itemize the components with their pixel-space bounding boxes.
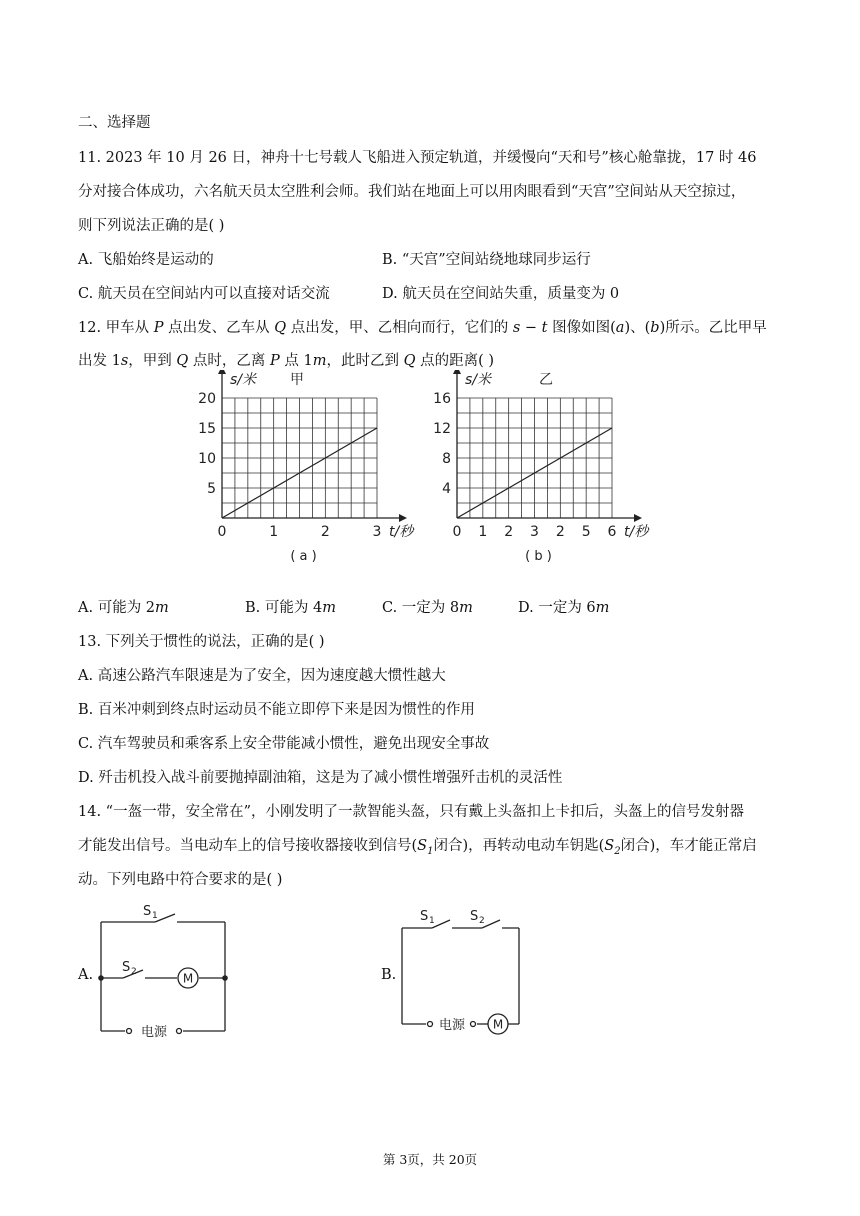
circuit-b-s2: S xyxy=(470,909,479,924)
chart-b-x-tick: 6 xyxy=(607,524,617,540)
circuit-a-s2-sub: 2 xyxy=(131,967,137,977)
chart-b-ylabel: s/米 xyxy=(465,372,492,388)
q12-line-2: 出发 1s，甲到 Q 点时，乙离 P 点 1m，此时乙到 Q 点的距离( ) xyxy=(78,353,495,369)
circuit-a-motor: M xyxy=(182,971,194,986)
chart-b-x-tick: 5 xyxy=(581,524,591,540)
circuit-b-power: 电源 xyxy=(438,1018,466,1033)
chart-a-x-tick: 1 xyxy=(269,524,279,540)
chart-b-caption: ( b ) xyxy=(525,549,552,564)
chart-b-x-tick: 1 xyxy=(478,524,488,540)
page-footer: 第 3页，共 20页 xyxy=(382,1152,478,1167)
q11-option-a: A. 飞船始终是运动的 xyxy=(78,252,214,268)
chart-b-y-tick: 12 xyxy=(433,421,451,437)
chart-a-y-arrow xyxy=(218,370,226,374)
chart-b-xlabel: t/秒 xyxy=(624,524,649,540)
circuit-b-diagram xyxy=(396,900,531,1045)
chart-a-x-tick: 0 xyxy=(217,524,227,540)
chart-a xyxy=(190,370,440,570)
chart-b-x-arrow xyxy=(634,514,642,522)
q12-option-c: C. 一定为 8m xyxy=(382,600,473,616)
q11-option-c: C. 航天员在空间站内可以直接对话交流 xyxy=(78,286,330,302)
chart-b-x-tick: 2 xyxy=(555,524,565,540)
q13-option-c: C. 汽车驾驶员和乘客系上安全带能减小惯性，避免出现安全事故 xyxy=(78,736,490,752)
chart-a-grid xyxy=(222,398,377,518)
section-title: 二、选择题 xyxy=(78,115,151,131)
circuit-a-s1: S xyxy=(143,904,152,919)
circuit-a-s2: S xyxy=(122,960,131,975)
chart-b-title: 乙 xyxy=(539,372,553,388)
chart-a-xlabel: t/秒 xyxy=(389,524,414,540)
q12-option-b: B. 可能为 4m xyxy=(245,600,336,616)
chart-a-title: 甲 xyxy=(290,372,304,388)
chart-b xyxy=(425,370,675,570)
chart-a-caption: ( a ) xyxy=(290,549,317,564)
chart-b-x-tick: 2 xyxy=(504,524,514,540)
q12-option-a: A. 可能为 2m xyxy=(78,600,169,616)
chart-b-x-tick: 3 xyxy=(530,524,539,540)
q13-option-b: B. 百米冲刺到终点时运动员不能立即停下来是因为惯性的作用 xyxy=(78,702,475,718)
chart-b-y-arrow xyxy=(453,370,461,374)
q14-line-2: 才能发出信号。当电动车上的信号接收器接收到信号($S_1$闭合)，再转动电动车钥匙($S_2$闭合)，车才能正常启 xyxy=(78,838,757,857)
chart-a-y-tick: 15 xyxy=(198,421,216,437)
chart-a-y-tick: 5 xyxy=(207,481,216,497)
circuit-a-label: A. xyxy=(78,967,94,983)
q14-line-3: 动。下列电路中符合要求的是( ) xyxy=(78,872,283,888)
q14-line-1: 14. “一盔一带，安全常在”，小刚发明了一款智能头盔，只有戴上头盔扣上卡扣后，头盔上的信号发射器 xyxy=(78,804,744,820)
q12-line-1: 12. 甲车从 P 点出发、乙车从 Q 点出发，甲、乙相向而行，它们的 s − t 图像如图(a)、(b)所示。乙比甲早 xyxy=(78,320,767,336)
circuit-a-diagram xyxy=(95,900,240,1045)
chart-a-ylabel: s/米 xyxy=(230,372,257,388)
chart-a-y-tick: 20 xyxy=(198,391,216,407)
circuit-a-s1-sub: 1 xyxy=(152,911,158,921)
chart-b-grid xyxy=(457,398,612,518)
q13-option-a: A. 高速公路汽车限速是为了安全，因为速度越大惯性越大 xyxy=(78,668,446,684)
chart-b-y-tick: 4 xyxy=(442,481,451,497)
chart-b-x-tick: 0 xyxy=(452,524,462,540)
chart-b-y-tick: 8 xyxy=(442,451,451,467)
circuit-b-s1-sub: 1 xyxy=(429,916,435,926)
q11-line-1: 11. 2023 年 10 月 26 日，神舟十七号载人飞船进入预定轨道，并缓慢向“天和号”核心舱靠拢，17 时 46 xyxy=(78,150,757,166)
circuit-a-power: 电源 xyxy=(140,1025,168,1040)
circuit-b-label: B. xyxy=(381,967,397,983)
chart-a-y-tick: 10 xyxy=(198,451,216,467)
q11-line-2: 分对接合体成功，六名航天员太空胜利会师。我们站在地面上可以用肉眼看到“天宫”空间站从天空掠过， xyxy=(78,184,746,200)
chart-a-x-tick: 3 xyxy=(372,524,382,540)
chart-b-y-tick: 16 xyxy=(433,391,451,407)
chart-a-x-tick: 2 xyxy=(320,524,330,540)
q12-option-d: D. 一定为 6m xyxy=(518,600,610,616)
q11-option-b: B. “天宫”空间站绕地球同步运行 xyxy=(382,252,591,268)
chart-a-x-arrow xyxy=(399,514,407,522)
q13-stem: 13. 下列关于惯性的说法，正确的是( ) xyxy=(78,634,325,650)
circuit-b-motor: M xyxy=(492,1017,504,1032)
q13-option-d: D. 歼击机投入战斗前要抛掉副油箱，这是为了减小惯性增强歼击机的灵活性 xyxy=(78,770,563,786)
circuit-b-s1: S xyxy=(420,909,429,924)
q11-line-3: 则下列说法正确的是( ) xyxy=(78,218,225,234)
circuit-b-s2-sub: 2 xyxy=(479,916,485,926)
q11-option-d: D. 航天员在空间站失重，质量变为 0 xyxy=(382,286,620,302)
